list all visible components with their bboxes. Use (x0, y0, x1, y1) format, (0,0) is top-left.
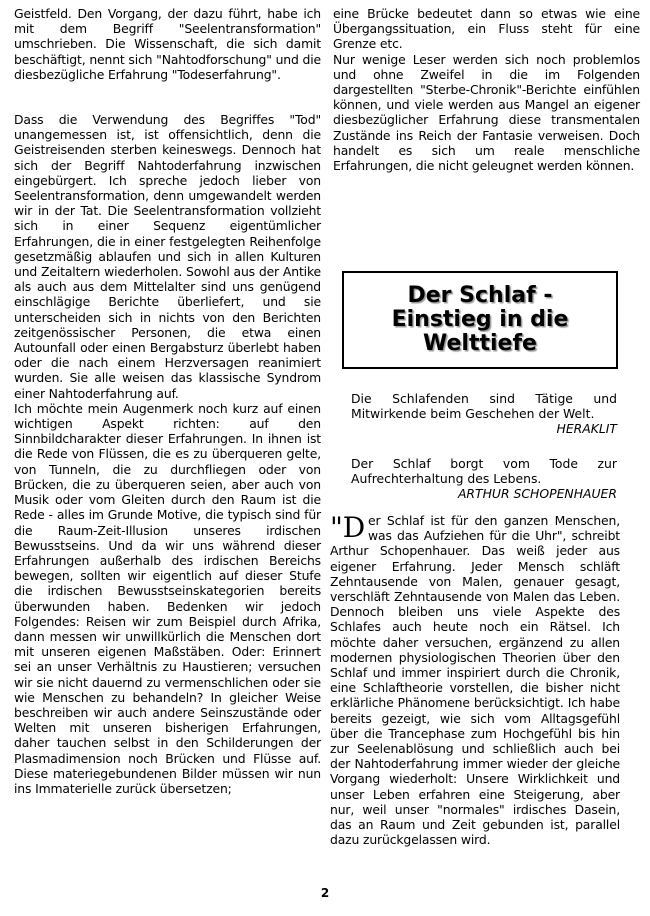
section-title-line: Der Schlaf - (407, 283, 553, 308)
section-text: er Schlaf ist für den ganzen Menschen, was das Aufziehen für die Uhr", schreibt Arthur Schopenhauer. Das weiß jeder aus eigener Erfahrung. Jeder Mensch schläft Zehntausende von Malen, genauer gesagt, verschläft Zehntausende von Malen das Leben. Dennoch bleiben uns viele Aspekte des Schlafes auch heute noch ein Rätsel. Ich möchte daher versuchen, ergänzend zu allen modernen physiologischen Theorien über den Schlaf und immer inspiriert durch die Chronik, eine Schlaftheorie vorstellen, die bisher nicht erklärliche Phänomene berücksichtigt. Ich habe bereits gezeigt, wie sich vom Alltagsgefühl über die Trancephase zum Hochgefühl bis hin zur Seelenablösung und schließlich auch bei der Nahtoderfahrung immer wieder der gleiche Vorgang wiederholt: Unsere Wirklichkeit und unser Leben erfahren eine Steigerung, aber nur, weil unser "normales" irdisches Dasein, das an Raum und Zeit gebunden ist, parallel dazu zurückgelassen wird. (330, 513, 620, 848)
quote-source: HERAKLIT (556, 421, 617, 437)
section-title-line: Welttiefe (423, 331, 537, 356)
right-column (333, 6, 640, 173)
epigraph-quote (351, 391, 617, 437)
paragraph: Geistfeld. Den Vorgang, der dazu führt, habe ich mit dem Begriff "Seelentransformation" umschrieben. Die Wissenschaft, die sich damit beschäftigt, nennt sich "Nahtodforschung" und die diesbezügliche Erfahrung "Todeserfahrung". (14, 6, 321, 82)
section-title-line: Einstieg in die (391, 307, 569, 332)
drop-cap: "D (330, 511, 366, 544)
quote-text: Der Schlaf borgt vom Tode zur Aufrechterhaltung des Lebens. (351, 456, 617, 487)
section-paragraph (330, 513, 620, 847)
paragraph: Nur wenige Leser werden sich noch problemlos und ohne Zweifel in die im Folgenden dargestellten "Sterbe-Chronik"-Berichte einfühlen können, und viele werden aus Mangel an eigener diesbezüglicher Erfahrung diese transmentalen Zustände ins Reich der Fantasie verweisen. Doch handelt es sich um reale menschliche Erfahrungen, die nicht geleugnet werden können. (333, 51, 640, 174)
paragraph: Dass die Verwendung des Begriffes "Tod" unangemessen ist, ist offensichtlich, denn die Geistreisenden sterben keineswegs. Dennoch hat sich der Begriff Nahtoderfahrung inzwischen eingebürgert. Ich spreche jedoch lieber von Seelentransformation, denn umgewandelt werden wir in der Tat. Die Seelentransformation vollzieht sich in einer Sequenz eigentümlicher Erfahrungen, die in einer festgelegten Reihenfolge gesetzmäßig ablaufen und sich in allen Kulturen und Zeitaltern wiederholen. Sowohl aus der Antike als auch aus dem Mittelalter sind uns genügend einschlägige Berichte überliefert, und sie unterscheiden sich in nichts von den Berichten zeitgenössischer Personen, die etwa einen Autounfall oder einen Bergabsturz überlebt haben oder die nach einem Herzversagen reanimiert wurden. Sie alle weisen das klassische Syndrom einer Nahtoderfahrung auf. (14, 112, 321, 401)
page-number: 2 (320, 886, 330, 900)
left-column (14, 6, 321, 796)
quote-text: Die Schlafenden sind Tätige und Mitwirkende beim Geschehen der Welt. (351, 391, 617, 422)
epigraph-quote (351, 456, 617, 502)
paragraph-gap (14, 82, 321, 112)
section-title-box (342, 271, 618, 369)
quote-source: ARTHUR SCHOPENHAUER (457, 486, 617, 502)
section-title (392, 284, 569, 356)
paragraph: Ich möchte mein Augenmerk noch kurz auf einen wichtigen Aspekt richten: auf den Sinnbildcharakter dieser Erfahrungen. In ihnen ist die Rede von Flüssen, die es zu überqueren gelte, von Tunneln, die zu durchfliegen oder von Brücken, die zu überqueren seien, aber auch von Musik oder vom Gleiten durch den Raum ist die Rede - alles im Grunde Motive, die typisch sind für die Raum-Zeit-Illusion unseres irdischen Bewusstseins. Und da wir uns während dieser Erfahrungen außerhalb des irdischen Bereichs bewegen, sollten wir eigentlich auf dieser Stufe die irdischen Bewusstseinskategorien bereits überwunden haben. Bedenken wir jedoch Folgendes: Reisen wir zum Beispiel durch Afrika, dann messen wir unwillkürlich die Menschen dort mit unseren eigenen Maßstäben. Oder: Erinnert sei an unser Verhältnis zu Haustieren; versuchen wir sie nicht dauernd zu vermenschlichen oder sie wie Menschen zu behandeln? In gleicher Weise beschreiben wir auch andere Seinszustände oder Welten mit unseren bisherigen Erfahrungen, daher tauchen selbst in den Schilderungen der Plasmadimension noch Brücken und Flüsse auf. Diese materiegebundenen Bilder müssen wir nun ins Immaterielle zurück übersetzen; (14, 400, 321, 796)
section-body (330, 513, 620, 847)
paragraph: eine Brücke bedeutet dann so etwas wie eine Übergangssituation, ein Fluss steht für eine Grenze etc. (333, 6, 640, 52)
